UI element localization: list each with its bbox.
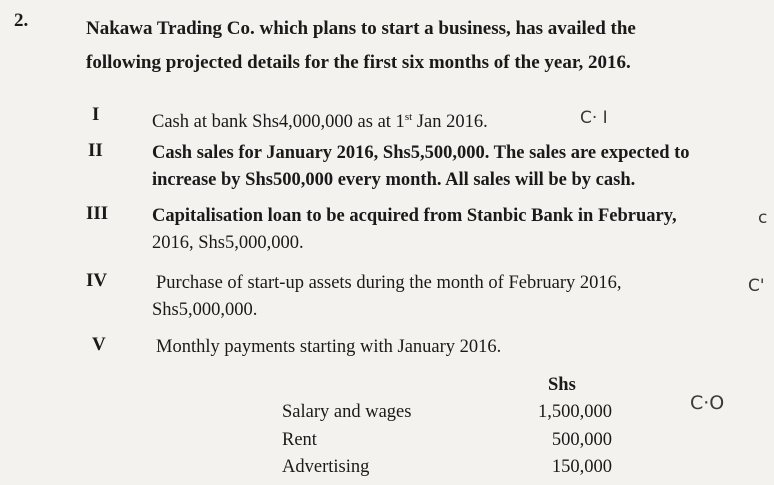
margin-annotation-c: c	[758, 208, 768, 228]
row-amount-advertising: 150,000	[551, 457, 612, 477]
margin-annotation-ci: C· I	[580, 108, 608, 128]
row-amount-salary: 1,500,000	[538, 402, 612, 422]
item-numeral-iii: III	[86, 203, 109, 224]
item-i-text-main: Cash at bank Shs4,000,000 as at 1	[152, 112, 405, 133]
row-label-salary: Salary and wages	[282, 402, 412, 422]
item-ii-line-1: Cash sales for January 2016, Shs5,500,000. The sales are expected to	[152, 143, 690, 163]
item-iv-line-1: Purchase of start-up assets during the month of February 2016,	[156, 273, 622, 293]
item-i-text-end: Jan 2016.	[412, 112, 488, 133]
question-intro-line-1: Nakawa Trading Co. which plans to start a business, has availed the	[86, 18, 636, 39]
item-numeral-v: V	[92, 334, 106, 355]
item-i-sup: st	[404, 111, 413, 123]
margin-annotation-co: C·O	[690, 392, 725, 414]
item-i-text	[152, 104, 488, 136]
row-label-rent: Rent	[282, 430, 317, 450]
item-iv-line-2: Shs5,000,000.	[152, 300, 258, 320]
item-iii-line-2: 2016, Shs5,000,000.	[152, 233, 304, 253]
item-numeral-i: I	[92, 104, 100, 125]
question-number: 2.	[14, 10, 29, 31]
row-label-advertising: Advertising	[282, 457, 370, 477]
item-v-text: Monthly payments starting with January 2016.	[156, 337, 502, 357]
item-numeral-iv: IV	[86, 270, 108, 291]
margin-annotation-c-prime: C'	[748, 276, 765, 296]
item-numeral-ii: II	[88, 140, 103, 161]
question-intro-line-2: following projected details for the first six months of the year, 2016.	[86, 52, 631, 73]
item-iii-line-1: Capitalisation loan to be acquired from Stanbic Bank in February,	[152, 206, 677, 226]
row-amount-rent: 500,000	[551, 430, 612, 450]
item-ii-line-2: increase by Shs500,000 every month. All sales will be by cash.	[152, 170, 636, 190]
currency-header: Shs	[548, 375, 576, 395]
